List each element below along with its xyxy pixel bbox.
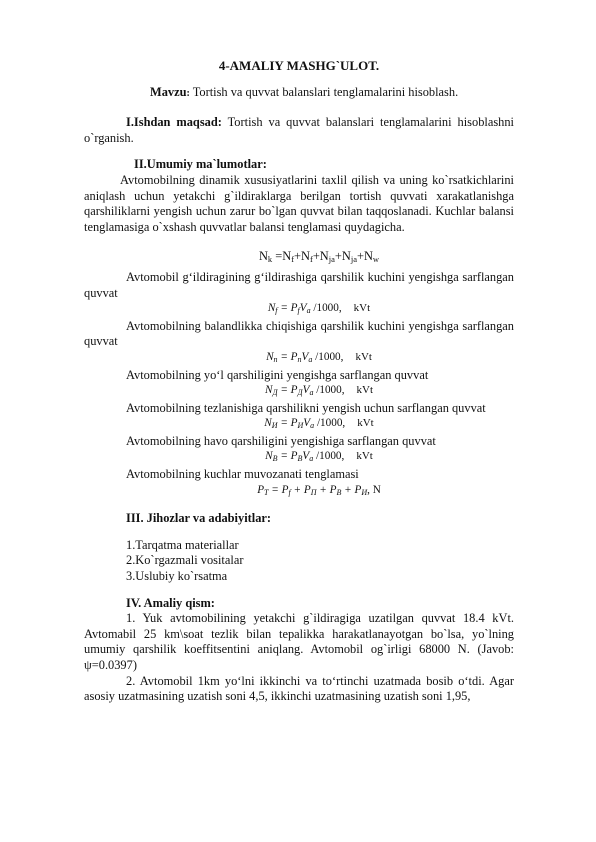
equipment-heading: III. Jihozlar va adabiyitlar:	[126, 511, 272, 526]
power-item-text: Avtomobilning havo qarshiligini yengishiga sarflangan quvvat	[126, 433, 436, 448]
power-item-formula: $N_И = P_ИV_a$ /1000, kVt	[264, 417, 374, 431]
power-balance-formula: $N_k =N_f+N_f+N_{ja}+N_{ja}+N_w$	[258, 249, 380, 265]
power-item-text: Avtomobilning tezlanishiga qarshilikni yengish uchun sarflangan quvvat	[126, 400, 486, 415]
balance-unit: , N	[367, 483, 381, 496]
balance-formula-expr: $P_T = P_f + P_П + P_B + P_И$	[257, 483, 368, 497]
topic-text: Tortish va quvvat balanslari tenglamalarini hisoblash.	[189, 84, 459, 99]
page-title: 4-AMALIY MASHG`ULOT.	[218, 58, 380, 73]
power-item-text: Avtomobil g‘ildiragining g‘ildirashiga qarshilik kuchini yengishga sarflangan quvvat	[84, 269, 514, 300]
power-item-text: Avtomobilning balandlikka chiqishiga qarshilik kuchini yengishga sarflangan quvvat	[84, 318, 514, 349]
topic-colon: :	[186, 87, 190, 99]
goal-label: I.Ishdan maqsad:	[126, 115, 222, 130]
power-item-formula: $N_Д = P_ДV_a$ /1000, kVt	[264, 384, 374, 398]
goal-paragraph	[84, 115, 514, 146]
practice-heading: IV. Amaliy qism:	[126, 595, 215, 610]
equipment-item: 1.Tarqatma materiallar	[126, 537, 239, 552]
balance-text: Avtomobilning kuchlar muvozanati tenglamasi	[126, 467, 359, 482]
general-heading: II.Umumiy ma`lumotlar:	[134, 157, 267, 172]
problem-list	[84, 611, 514, 705]
power-item-text: Avtomobilning yo‘l qarshiligini yengishga sarflangan quvvat	[126, 367, 429, 382]
topic-label: Mavzu	[150, 84, 187, 99]
general-intro: Avtomobilning dinamik xususiyatlarini taxlil qilish va uning ko`rsatkichlarini aniqlash uchun yetakchi g`ildiraklarga berilgan tortish quvvati xarakatlanishga qarshiliklarni yengish uchun zarur bo`lgan quvvat bilan taqqoslanadi. Kuchlar balansi tenglamasiga o`xshash quvvatlar balansi tenglamasi quydagicha.	[84, 172, 514, 234]
equipment-list	[84, 538, 514, 585]
equipment-item: 3.Uslubiy ko`rsatma	[126, 569, 228, 584]
equipment-item: 2.Ko`rgazmali vositalar	[126, 553, 244, 568]
balance-formula	[84, 483, 514, 501]
problem-item: 2. Avtomobil 1km yo‘lni ikkinchi va to‘rtinchi uzatmada bosib o‘tdi. Agar asosiy uzatmasining uzatish soni 4,5, ikkinchi uzatmasining uzatish soni 1,95,	[84, 673, 514, 704]
topic-line	[84, 85, 514, 102]
power-items	[84, 270, 514, 467]
goal-text: Tortish va quvvat balanslari tenglamalarini hisoblashni o`rganish.	[84, 115, 514, 145]
problem-item: 1. Yuk avtomobilining yetakchi g`ildiragiga uzatilgan quvvat 18.4 kVt. Avtomabil 25 km\soat tezlik bilan tepalikka harakatlanayotgan bo`lsa, yo`lning umumiy qarshilik koeffitsentini aniqlang. Avtomobil og`irligi 68000 N. (Javob: ψ=0.0397)	[84, 611, 514, 672]
power-item-formula: $N_B = P_BV_a$ /1000, kVt	[265, 450, 373, 464]
power-item-formula: $N_п = P_пV_a$ /1000, kVt	[266, 350, 372, 364]
power-item-formula: $N_f = P_fV_a$ /1000, kVt	[267, 302, 371, 316]
